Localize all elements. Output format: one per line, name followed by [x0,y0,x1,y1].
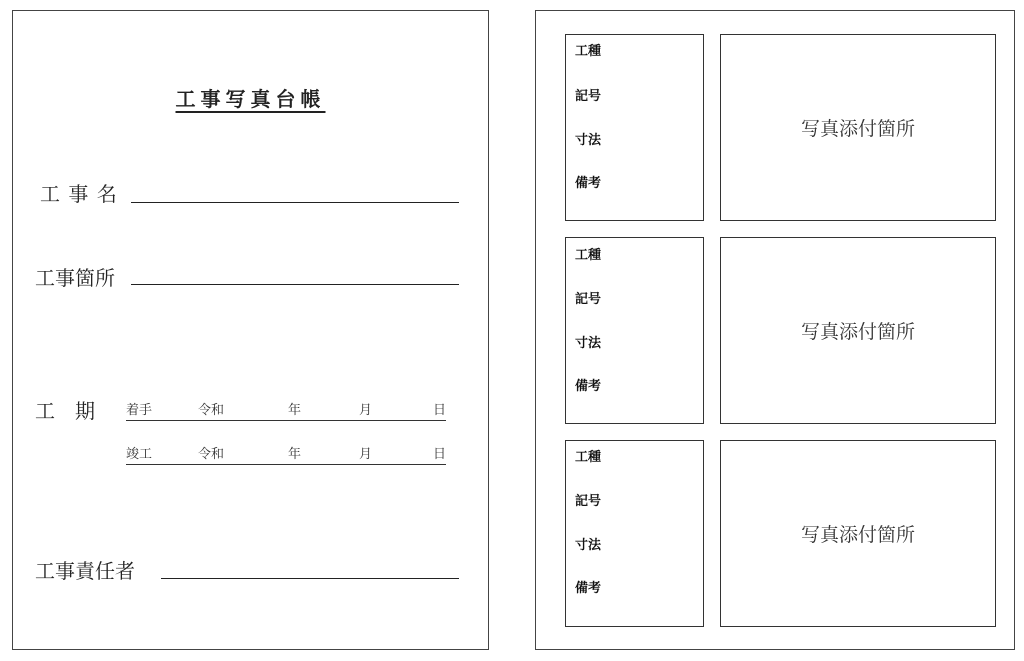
dimension-label: 寸法 [575,133,602,148]
ledger-title: 工事写真台帳 [175,87,326,111]
location-label: 工事箇所 [35,266,115,290]
manager-line[interactable] [161,578,459,579]
symbol-label: 記号 [575,292,602,307]
symbol-label: 記号 [575,89,602,104]
start-date-row[interactable] [126,399,446,421]
project-name-label: 工 事 名 [40,182,118,206]
photo-slot-1[interactable] [720,34,996,221]
info-box-3[interactable] [565,440,704,627]
location-line[interactable] [131,284,459,285]
remarks-label: 備考 [575,581,602,596]
remarks-label: 備考 [575,176,602,191]
end-day: 日 [433,447,447,462]
start-era: 令和 [198,403,225,418]
cover-page [12,10,489,650]
dimension-label: 寸法 [575,538,602,553]
photo-slot-3[interactable] [720,440,996,627]
photo-placeholder-text: 写真添付箇所 [800,118,915,140]
remarks-label: 備考 [575,379,602,394]
symbol-label: 記号 [575,494,602,509]
photo-placeholder-text: 写真添付箇所 [800,524,915,546]
start-year: 年 [288,403,302,418]
end-underline [126,464,446,465]
start-month: 月 [359,403,373,418]
start-label: 着手 [126,403,153,418]
photo-sheet-page [535,10,1015,650]
end-date-row[interactable] [126,443,446,465]
end-month: 月 [359,447,373,462]
period-label: 工 期 [35,399,95,423]
info-box-2[interactable] [565,237,704,424]
photo-slot-2[interactable] [720,237,996,424]
type-label: 工種 [575,44,602,59]
dimension-label: 寸法 [575,336,602,351]
project-name-line[interactable] [131,202,459,203]
start-underline [126,420,446,421]
photo-placeholder-text: 写真添付箇所 [800,321,915,343]
start-day: 日 [433,403,447,418]
info-box-1[interactable] [565,34,704,221]
end-year: 年 [288,447,302,462]
type-label: 工種 [575,248,602,263]
manager-label: 工事責任者 [35,559,135,583]
type-label: 工種 [575,450,602,465]
end-era: 令和 [198,447,225,462]
end-label: 竣工 [126,447,153,462]
